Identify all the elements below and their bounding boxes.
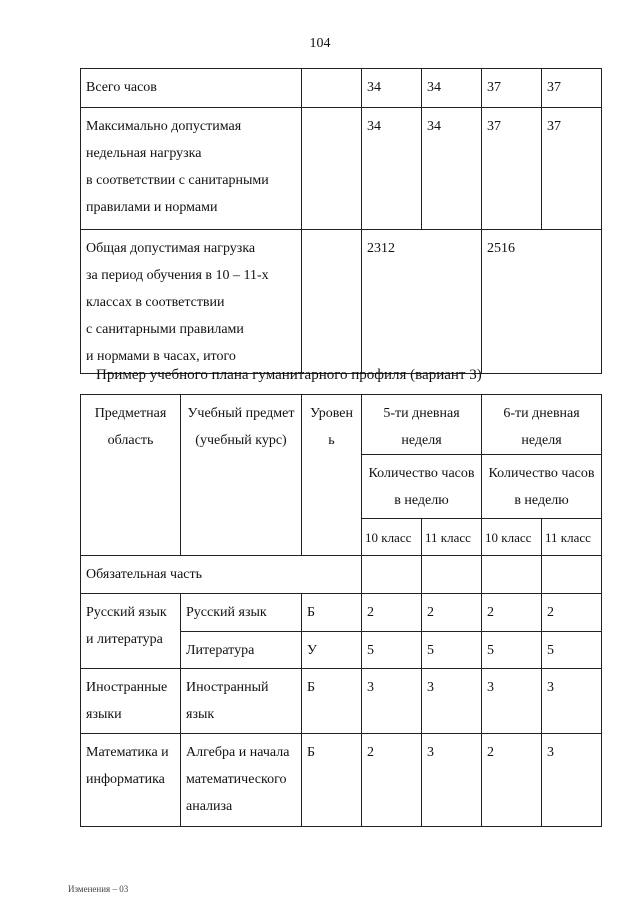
subject-line: математического bbox=[186, 772, 287, 787]
subject-line: Литература bbox=[186, 643, 255, 658]
header-row bbox=[81, 395, 602, 455]
level-cell: Б bbox=[302, 594, 362, 632]
subject-area-cell bbox=[81, 734, 181, 827]
area-line: и литература bbox=[86, 632, 163, 647]
value-cell: 5 bbox=[362, 632, 422, 669]
row-label-line: Общая допустимая нагрузка bbox=[86, 241, 256, 256]
header-grade-11: 11 класс bbox=[422, 519, 482, 556]
header-line: в неделю bbox=[394, 493, 449, 508]
empty-cell bbox=[362, 556, 422, 594]
area-line: языки bbox=[86, 707, 122, 722]
row-label-line: с санитарными правилами bbox=[86, 322, 244, 337]
area-line: информатика bbox=[86, 772, 165, 787]
five-day-total-cell: 2312 bbox=[362, 230, 482, 374]
table-row bbox=[81, 669, 602, 734]
value-cell: 2 bbox=[362, 594, 422, 632]
header-grade-11: 11 класс bbox=[542, 519, 602, 556]
table-row bbox=[81, 230, 602, 374]
row-label-line: классах в соответствии bbox=[86, 295, 225, 310]
subject-line: анализа bbox=[186, 799, 233, 814]
header-line: Количество часов bbox=[368, 466, 475, 481]
header-line: Количество часов bbox=[488, 466, 595, 481]
value-cell: 34 bbox=[422, 108, 482, 230]
subject-area-cell bbox=[81, 669, 181, 734]
max-load-label bbox=[81, 108, 302, 230]
footer-revision-note: Изменения – 03 bbox=[68, 884, 129, 894]
header-line: в неделю bbox=[514, 493, 569, 508]
value-cell: 3 bbox=[542, 734, 602, 827]
value-cell: 2 bbox=[482, 594, 542, 632]
hours-summary-table bbox=[80, 68, 602, 374]
subject-line: язык bbox=[186, 707, 215, 722]
total-hours-label bbox=[81, 69, 302, 108]
empty-level-cell bbox=[302, 230, 362, 374]
subject-line: Алгебра и начала bbox=[186, 745, 290, 760]
row-label-line: Максимально допустимая bbox=[86, 119, 242, 134]
header-line: неделя bbox=[521, 433, 562, 448]
value-cell: 37 bbox=[542, 108, 602, 230]
area-line: Математика и bbox=[86, 745, 169, 760]
subject-cell bbox=[181, 669, 302, 734]
row-label-line: и нормами в часах, итого bbox=[86, 349, 236, 364]
value-cell: 37 bbox=[542, 69, 602, 108]
empty-cell bbox=[542, 556, 602, 594]
table-row bbox=[81, 69, 602, 108]
level-cell: Б bbox=[302, 669, 362, 734]
value-cell: 3 bbox=[422, 669, 482, 734]
header-five-day-week bbox=[362, 395, 482, 455]
row-label-line: правилами и нормами bbox=[86, 200, 218, 215]
value-cell: 5 bbox=[542, 632, 602, 669]
subject-area-cell bbox=[81, 594, 181, 669]
value-cell: 2 bbox=[362, 734, 422, 827]
page-number: 104 bbox=[309, 36, 331, 51]
header-subject-area bbox=[81, 395, 181, 556]
value-cell: 2 bbox=[422, 594, 482, 632]
value-cell: 3 bbox=[422, 734, 482, 827]
row-label-line: в соответствии с санитарными bbox=[86, 173, 269, 188]
header-grade-10: 10 класс bbox=[362, 519, 422, 556]
header-line: 5-ти дневная bbox=[383, 406, 460, 421]
empty-level-cell bbox=[302, 108, 362, 230]
value-cell: 2 bbox=[542, 594, 602, 632]
row-label-line: Всего часов bbox=[86, 80, 157, 95]
value-cell: 34 bbox=[362, 69, 422, 108]
value-cell: 3 bbox=[542, 669, 602, 734]
curriculum-table bbox=[80, 394, 602, 827]
subject-cell bbox=[181, 632, 302, 669]
level-cell: Б bbox=[302, 734, 362, 827]
empty-cell bbox=[422, 556, 482, 594]
header-hours-per-week-6 bbox=[482, 455, 602, 519]
header-level: Уровень bbox=[302, 395, 362, 556]
value-cell: 5 bbox=[422, 632, 482, 669]
header-subject bbox=[181, 395, 302, 556]
header-grade-10: 10 класс bbox=[482, 519, 542, 556]
area-line: Русский язык bbox=[86, 605, 167, 620]
six-day-total-cell: 2516 bbox=[482, 230, 602, 374]
header-line: область bbox=[107, 433, 154, 448]
value-cell: 34 bbox=[362, 108, 422, 230]
subject-cell bbox=[181, 734, 302, 827]
row-label-line: недельная нагрузка bbox=[86, 146, 202, 161]
mandatory-part-label: Обязательная часть bbox=[81, 556, 362, 594]
header-line: неделя bbox=[401, 433, 442, 448]
empty-level-cell bbox=[302, 69, 362, 108]
table-row bbox=[81, 108, 602, 230]
value-cell: 37 bbox=[482, 108, 542, 230]
header-line: (учебный курс) bbox=[195, 433, 287, 448]
header-line: Предметная bbox=[94, 406, 167, 421]
value-cell: 3 bbox=[482, 669, 542, 734]
table-row bbox=[81, 556, 602, 594]
level-cell: У bbox=[302, 632, 362, 669]
header-line: 6-ти дневная bbox=[503, 406, 580, 421]
empty-cell bbox=[482, 556, 542, 594]
row-label-line: за период обучения в 10 – 11-х bbox=[86, 268, 269, 283]
header-six-day-week bbox=[482, 395, 602, 455]
subject-cell bbox=[181, 594, 302, 632]
value-cell: 2 bbox=[482, 734, 542, 827]
total-load-label bbox=[81, 230, 302, 374]
subject-line: Русский язык bbox=[186, 605, 267, 620]
subject-line: Иностранный bbox=[186, 680, 269, 695]
value-cell: 37 bbox=[482, 69, 542, 108]
value-cell: 5 bbox=[482, 632, 542, 669]
header-hours-per-week-5 bbox=[362, 455, 482, 519]
header-line: Учебный предмет bbox=[187, 406, 295, 421]
table-caption: Пример учебного плана гуманитарного профиля (вариант 3) bbox=[96, 367, 482, 383]
table-row bbox=[81, 734, 602, 827]
table-row bbox=[81, 594, 602, 632]
area-line: Иностранные bbox=[86, 680, 168, 695]
value-cell: 34 bbox=[422, 69, 482, 108]
value-cell: 3 bbox=[362, 669, 422, 734]
